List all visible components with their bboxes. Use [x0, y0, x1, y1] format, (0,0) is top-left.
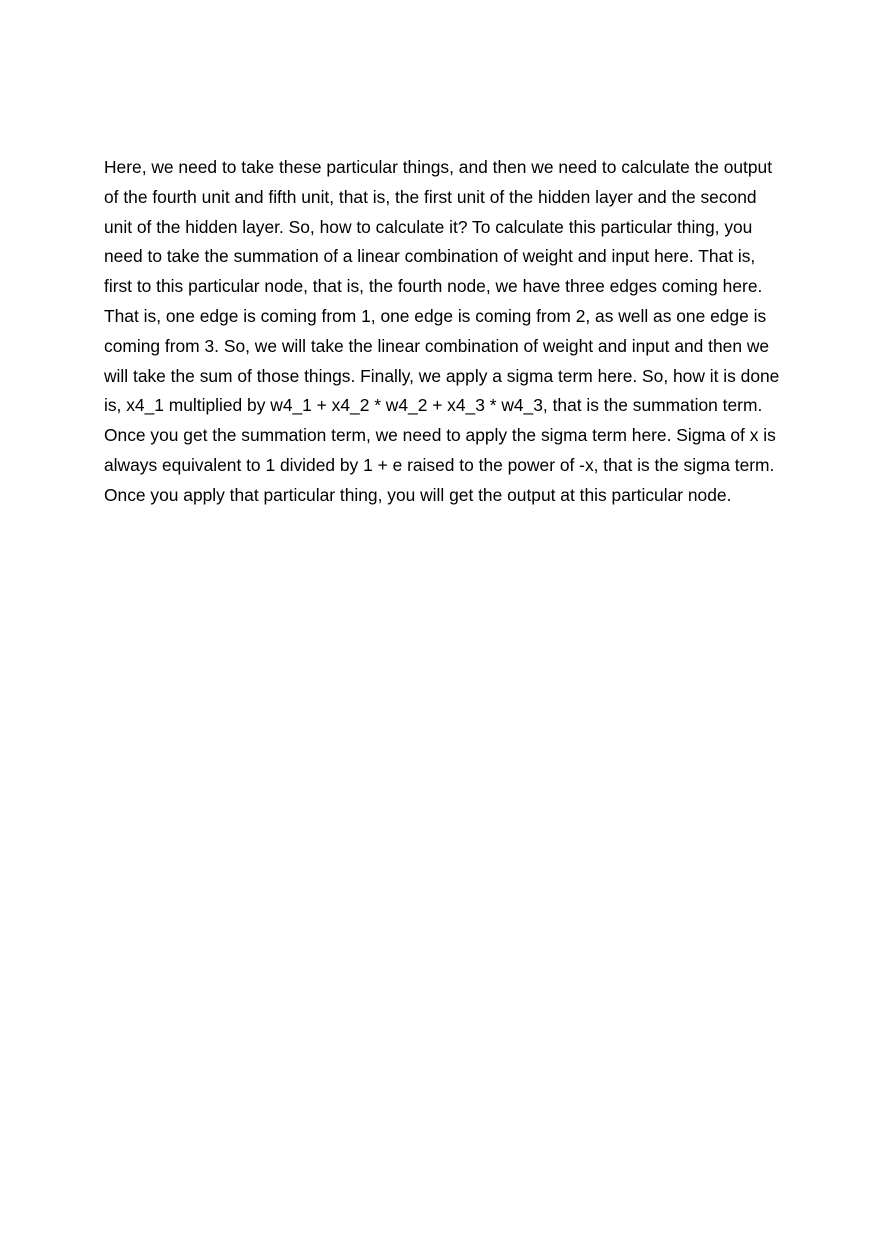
- paragraph-line-8: will take the sum of those things. Finally, we apply a sigma term here. So, how it is done: [104, 365, 780, 386]
- paragraph-line-2: of the fourth unit and fifth unit, that is, the first unit of the hidden layer and the second: [104, 186, 757, 207]
- paragraph-line-3: unit of the hidden layer. So, how to calculate it? To calculate this particular thing, you: [104, 216, 753, 237]
- paragraph-line-4: need to take the summation of a linear combination of weight and input here. That is,: [104, 246, 756, 267]
- paragraph-line-5: first to this particular node, that is, the fourth node, we have three edges coming here.: [104, 276, 763, 297]
- paragraph-line-11: always equivalent to 1 divided by 1 + e raised to the power of -x, that is the sigma term.: [104, 454, 775, 475]
- paragraph-line-1: Here, we need to take these particular things, and then we need to calculate the output: [104, 157, 773, 177]
- paragraph-line-9: is, x4_1 multiplied by w4_1 + x4_2 * w4_2 + x4_3 * w4_3, that is the summation term.: [104, 395, 763, 416]
- paragraph-line-7: coming from 3. So, we will take the linear combination of weight and input and then we: [104, 335, 770, 356]
- paragraph-line-6: That is, one edge is coming from 1, one edge is coming from 2, as well as one edge is: [104, 305, 767, 326]
- body-paragraph: [104, 153, 784, 511]
- paragraph-line-12: Once you apply that particular thing, you will get the output at this particular node.: [104, 484, 732, 505]
- paragraph-line-10: Once you get the summation term, we need to apply the sigma term here. Sigma of x is: [104, 425, 776, 446]
